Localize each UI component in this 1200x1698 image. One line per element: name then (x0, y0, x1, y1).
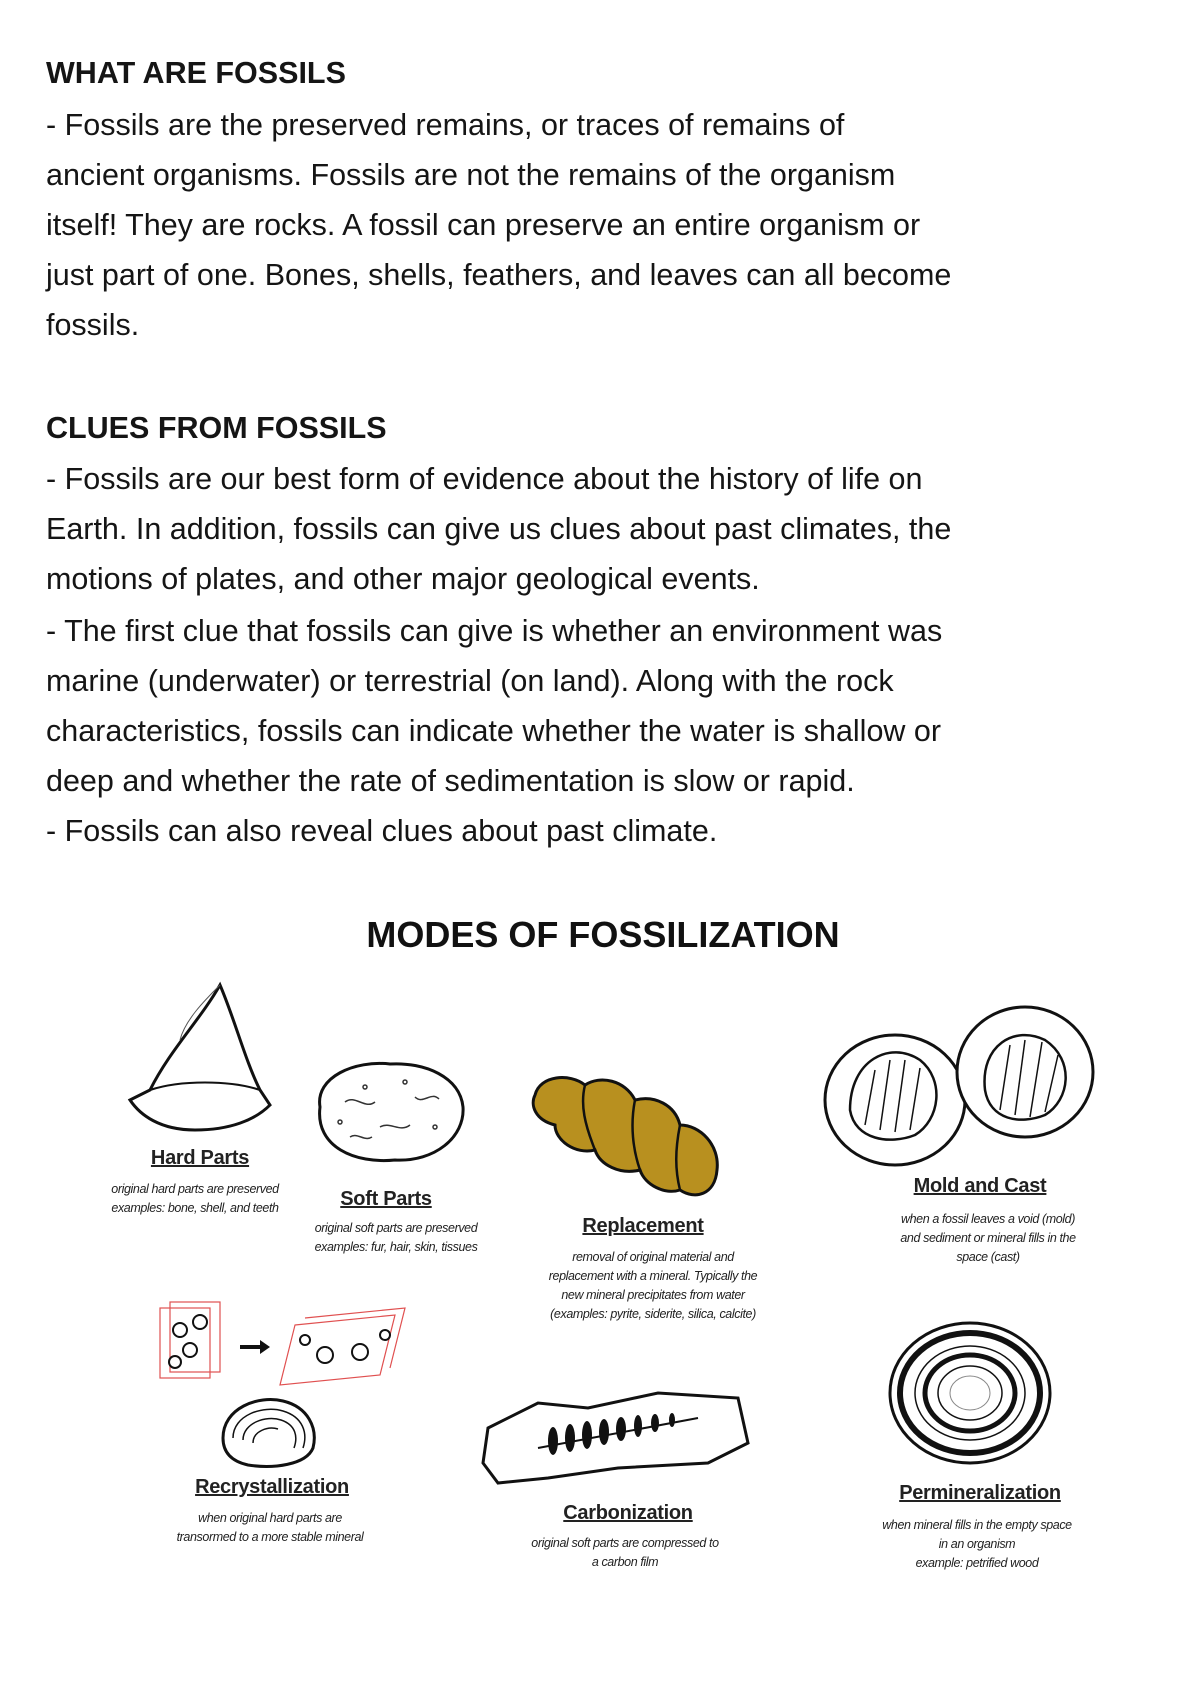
paragraph-line: just part of one. Bones, shells, feathers, and leaves can all become (46, 258, 952, 292)
mode-label-mold-and-cast: Mold and Cast (913, 1175, 1047, 1197)
paragraph-line: Earth. In addition, fossils can give us clues about past climates, the (46, 512, 952, 546)
mode-desc-permineralization (882, 1516, 1071, 1573)
figure-title: MODES OF FOSSILIZATION (366, 914, 840, 955)
desc-line: (examples: pyrite, siderite, silica, calcite) (550, 1307, 756, 1321)
desc-line: original soft parts are preserved (314, 1221, 478, 1235)
soft-parts-illustration (305, 1052, 470, 1172)
desc-line: examples: fur, hair, skin, tissues (314, 1240, 478, 1254)
desc-line: a carbon film (591, 1555, 659, 1569)
heading-what-are-fossils: WHAT ARE FOSSILS (46, 56, 346, 90)
desc-line: removal of original material and (572, 1250, 734, 1264)
paragraph-line: fossils. (46, 308, 140, 342)
desc-line: and sediment or mineral fills in the (900, 1231, 1076, 1245)
desc-line: original hard parts are preserved (111, 1182, 279, 1196)
desc-line: original soft parts are compressed to (531, 1536, 719, 1550)
mode-label-hard-parts: Hard Parts (150, 1147, 250, 1169)
desc-line: space (cast) (956, 1250, 1020, 1264)
recrystallization-crystals-illustration (155, 1300, 425, 1390)
mode-label-permineralization: Permineralization (899, 1482, 1061, 1504)
shark-tooth-illustration (120, 980, 280, 1145)
mode-desc-replacement (549, 1248, 757, 1324)
mode-desc-soft-parts (315, 1219, 478, 1257)
clam-shell-illustration (218, 1393, 320, 1471)
desc-line: replacement with a mineral. Typically the (548, 1269, 758, 1283)
paragraph-line: - The first clue that fossils can give is whether an environment was (46, 614, 943, 648)
paragraph-line: - Fossils can also reveal clues about past climate. (46, 814, 718, 848)
desc-line: transormed to a more stable mineral (176, 1530, 364, 1544)
mode-label-replacement: Replacement (582, 1215, 704, 1237)
mode-desc-hard-parts (111, 1180, 278, 1218)
paragraph-line: itself! They are rocks. A fossil can preserve an entire organism or (46, 208, 921, 242)
heading-clues-from-fossils: CLUES FROM FOSSILS (46, 411, 387, 445)
carbonization-illustration (478, 1383, 758, 1493)
mode-label-carbonization: Carbonization (563, 1502, 693, 1524)
desc-line: when original hard parts are (198, 1511, 342, 1525)
paragraph-line: characteristics, fossils can indicate whether the water is shallow or (46, 714, 942, 748)
desc-line: when mineral fills in the empty space (882, 1518, 1072, 1532)
paragraph-line: motions of plates, and other major geological events. (46, 562, 760, 596)
paragraph-line: - Fossils are our best form of evidence about the history of life on (46, 462, 923, 496)
paragraph-line: deep and whether the rate of sedimentation is slow or rapid. (46, 764, 855, 798)
paragraph-line: marine (underwater) or terrestrial (on land). Along with the rock (46, 664, 894, 698)
mode-desc-carbonization (531, 1534, 718, 1572)
desc-line: new mineral precipitates from water (561, 1288, 745, 1302)
paragraph-line: ancient organisms. Fossils are not the remains of the organism (46, 158, 896, 192)
mold-and-cast-illustration (820, 1000, 1110, 1170)
desc-line: in an organism (938, 1537, 1016, 1551)
mode-label-soft-parts: Soft Parts (340, 1188, 432, 1210)
replacement-illustration (525, 1065, 735, 1205)
mode-label-recrystallization: Recrystallization (195, 1476, 349, 1498)
mode-desc-mold-and-cast (900, 1210, 1075, 1267)
petrified-wood-illustration (885, 1318, 1055, 1468)
mode-desc-recrystallization (177, 1509, 364, 1547)
desc-line: examples: bone, shell, and teeth (111, 1201, 279, 1215)
desc-line: when a fossil leaves a void (mold) (901, 1212, 1075, 1226)
desc-line: example: petrified wood (915, 1556, 1039, 1570)
paragraph-line: - Fossils are the preserved remains, or traces of remains of (46, 108, 845, 142)
